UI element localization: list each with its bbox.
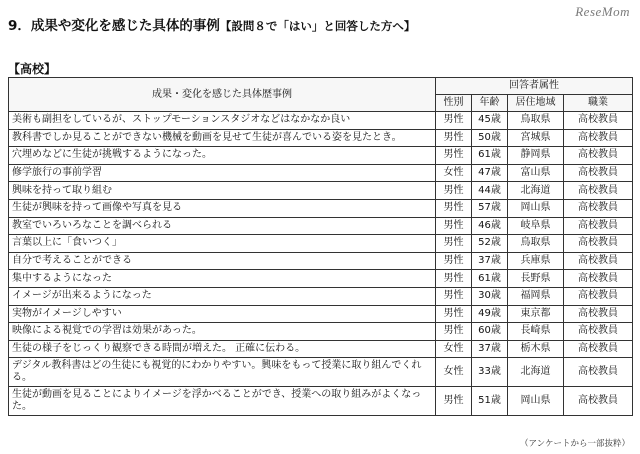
cell-age: 51歳: [472, 387, 508, 416]
cell-age: 44歳: [472, 182, 508, 200]
cell-gender: 男性: [436, 112, 472, 130]
cell-region: 岡山県: [508, 199, 564, 217]
cell-occupation: 高校教員: [564, 340, 633, 358]
site-logo: ReseMom: [575, 4, 630, 19]
table-row: [9, 270, 633, 288]
cell-example: 生徒が興味を持って画像や写真を見る: [9, 199, 436, 217]
title-main: 9．成果や変化を感じた具体的事例: [8, 18, 220, 34]
cell-age: 61歳: [472, 147, 508, 165]
cell-occupation: 高校教員: [564, 235, 633, 253]
header-occupation: 職業: [564, 95, 633, 112]
cell-example: 映像による視覚での学習は効果があった。: [9, 323, 436, 341]
table-body: [9, 112, 633, 416]
cell-gender: 女性: [436, 164, 472, 182]
cell-occupation: 高校教員: [564, 387, 633, 416]
cell-occupation: 高校教員: [564, 199, 633, 217]
table-row: [9, 182, 633, 200]
table-row: [9, 235, 633, 253]
cell-region: 長野県: [508, 270, 564, 288]
table-row: [9, 287, 633, 305]
cell-gender: 男性: [436, 147, 472, 165]
cell-example: 穴埋めなどに生徒が挑戦するようになった。: [9, 147, 436, 165]
cell-age: 52歳: [472, 235, 508, 253]
cell-occupation: 高校教員: [564, 129, 633, 147]
cell-gender: 男性: [436, 129, 472, 147]
cell-age: 45歳: [472, 112, 508, 130]
cell-example: 言葉以上に「食いつく」: [9, 235, 436, 253]
header-example: 成果・変化を感じた具体歴事例: [9, 78, 436, 112]
table-row: [9, 323, 633, 341]
cell-example: 生徒が動画を見ることによりイメージを浮かべることができ、授業への取り組みがよくなった。: [9, 387, 436, 416]
cell-region: 東京都: [508, 305, 564, 323]
cell-occupation: 高校教員: [564, 323, 633, 341]
cell-age: 47歳: [472, 164, 508, 182]
cell-gender: 男性: [436, 235, 472, 253]
table-row: [9, 340, 633, 358]
cell-gender: 男性: [436, 323, 472, 341]
cell-example: デジタル教科書はどの生徒にも視覚的にわかりやすい。興味をもって授業に取り組んでくれる。: [9, 358, 436, 387]
cell-example: 集中するようになった: [9, 270, 436, 288]
cell-occupation: 高校教員: [564, 147, 633, 165]
survey-table: [8, 77, 633, 416]
table-row: [9, 387, 633, 416]
cell-occupation: 高校教員: [564, 112, 633, 130]
cell-example: 教科書でしか見ることができない機械を動画を見せて生徒が喜んでいる姿を見たとき。: [9, 129, 436, 147]
cell-example: 実物がイメージしやすい: [9, 305, 436, 323]
cell-occupation: 高校教員: [564, 358, 633, 387]
title-subtitle: 【設問８で「はい」と回答した方へ】: [219, 19, 416, 33]
table-row: [9, 199, 633, 217]
cell-age: 50歳: [472, 129, 508, 147]
table-row: [9, 305, 633, 323]
cell-age: 61歳: [472, 270, 508, 288]
cell-example: 美術も副担をしているが、ストップモーションスタジオなどはなかなか良い: [9, 112, 436, 130]
cell-age: 57歳: [472, 199, 508, 217]
table-row: [9, 147, 633, 165]
cell-region: 福岡県: [508, 287, 564, 305]
cell-gender: 女性: [436, 340, 472, 358]
cell-region: 宮城県: [508, 129, 564, 147]
cell-region: 鳥取県: [508, 235, 564, 253]
cell-occupation: 高校教員: [564, 270, 633, 288]
cell-region: 長崎県: [508, 323, 564, 341]
table-row: [9, 112, 633, 130]
cell-age: 60歳: [472, 323, 508, 341]
cell-gender: 女性: [436, 358, 472, 387]
table-row: [9, 252, 633, 270]
header-age: 年齢: [472, 95, 508, 112]
cell-age: 37歳: [472, 340, 508, 358]
page-title: [8, 14, 415, 34]
cell-gender: 男性: [436, 182, 472, 200]
cell-gender: 男性: [436, 252, 472, 270]
cell-gender: 男性: [436, 305, 472, 323]
cell-gender: 男性: [436, 287, 472, 305]
cell-occupation: 高校教員: [564, 217, 633, 235]
cell-region: 兵庫県: [508, 252, 564, 270]
cell-age: 49歳: [472, 305, 508, 323]
cell-example: 生徒の様子をじっくり観察できる時間が増えた。 正確に伝わる。: [9, 340, 436, 358]
cell-gender: 男性: [436, 270, 472, 288]
header-respondent-attributes: 回答者属性: [436, 78, 633, 95]
cell-gender: 男性: [436, 217, 472, 235]
table-row: [9, 217, 633, 235]
cell-region: 鳥取県: [508, 112, 564, 130]
cell-occupation: 高校教員: [564, 305, 633, 323]
cell-occupation: 高校教員: [564, 252, 633, 270]
cell-age: 46歳: [472, 217, 508, 235]
footnote: （アンケートから一部抜粋）: [520, 439, 630, 449]
cell-age: 30歳: [472, 287, 508, 305]
cell-region: 岡山県: [508, 387, 564, 416]
cell-gender: 男性: [436, 387, 472, 416]
section-label: 【高校】: [8, 62, 57, 76]
cell-region: 栃木県: [508, 340, 564, 358]
cell-occupation: 高校教員: [564, 164, 633, 182]
cell-example: 修学旅行の事前学習: [9, 164, 436, 182]
cell-example: イメージが出来るようになった: [9, 287, 436, 305]
cell-example: 自分で考えることができる: [9, 252, 436, 270]
cell-gender: 男性: [436, 199, 472, 217]
cell-region: 富山県: [508, 164, 564, 182]
cell-region: 岐阜県: [508, 217, 564, 235]
table-row: [9, 129, 633, 147]
cell-example: 興味を持って取り組む: [9, 182, 436, 200]
cell-example: 教室でいろいろなことを調べられる: [9, 217, 436, 235]
header-region: 居住地域: [508, 95, 564, 112]
cell-occupation: 高校教員: [564, 287, 633, 305]
cell-age: 33歳: [472, 358, 508, 387]
cell-occupation: 高校教員: [564, 182, 633, 200]
cell-age: 37歳: [472, 252, 508, 270]
table-row: [9, 164, 633, 182]
cell-region: 北海道: [508, 358, 564, 387]
cell-region: 北海道: [508, 182, 564, 200]
cell-region: 静岡県: [508, 147, 564, 165]
table-row: [9, 358, 633, 387]
header-gender: 性別: [436, 95, 472, 112]
